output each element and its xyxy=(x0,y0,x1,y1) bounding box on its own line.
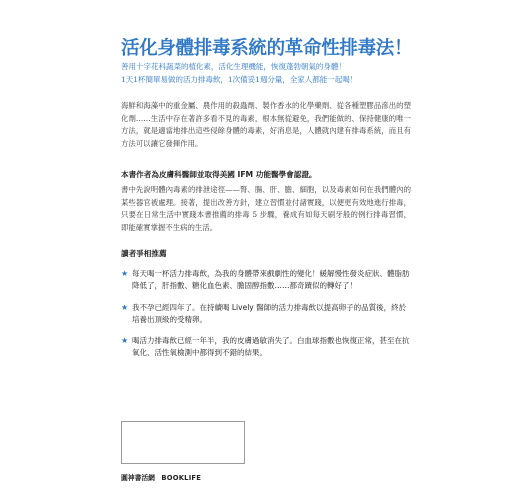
recommendation-text: 喝活力排毒飲已經一年半，我的皮膚過敏消失了。白血球指數也恢復正常，甚至在抗氧化、活性氧檢測中都得到不錯的結果。 xyxy=(132,336,410,358)
publisher-name: 圓神書活網 xyxy=(121,474,155,482)
recommendation-text: 我不孕已經四年了。在持續喝 Lively 醫師的活力排毒飲以提高卵子的品質後，終於培養出頂級的受精卵。 xyxy=(132,302,407,324)
lead-line: 1天1杯簡單易做的活力排毒飲，1次備妥1週分量，全家人都能一起喝！ xyxy=(121,75,358,84)
author-credential: 本書作者為皮膚科醫師並取得美國 IFM 功能醫學會認證。 xyxy=(121,170,317,179)
method-paragraph: 書中先說明體內毒素的排泄途徑——腎、腸、肝、膽、細胞，以及毒素如何在我們體內的某些器官被處理。接著，提出改善方針，建立習慣並付諸實踐，以便更有效地進行排毒，只要在日常生活中實踐本書推薦的排毒 5 步驟，養成有如每天刷牙般的例行排毒習慣，即能確實掌握不生病的生活。 xyxy=(121,185,411,232)
star-icon: ★ xyxy=(121,336,129,346)
lead-line: 善用十字花科蔬菜的植化素，活化生理機能，恢復蓬勃朝氣的身體！ xyxy=(121,62,346,71)
recommendation-item xyxy=(121,268,413,293)
lead-text xyxy=(121,60,411,86)
recommendations-heading: 讀者爭相推薦 xyxy=(121,249,167,258)
recommendation-text: 每天喝一杯活力排毒飲，為我的身體帶來戲劇性的變化！緩解慢性發炎症狀、體脂肪降低了，肝指數、糖化血色素、膽固醇指數……都奇蹟似的轉好了！ xyxy=(132,269,410,291)
recommendation-list xyxy=(121,268,413,369)
recommendation-item xyxy=(121,335,413,360)
star-icon: ★ xyxy=(121,269,129,278)
intro-paragraph: 海鮮和海藻中的重金屬、農作用的殺蟲劑、製作香水的化學藥劑、從各種塑膠品滲出的塑化劑……生活中存在著許多看不見的毒素，根本無從避免，我們能做的、保持健康的唯一方法，就是適當地排出這些侵餘身體的毒素，好消息是，人體就內建有排毒系統，而且有方法可以讓它發揮作用。 xyxy=(121,101,411,148)
page-title: 活化身體排毒系統的革命性排毒法！ xyxy=(121,38,413,59)
brand-logo: BOOKLIFE xyxy=(161,474,202,482)
publisher-footer xyxy=(121,472,201,482)
star-icon: ★ xyxy=(121,302,129,312)
recommendation-item xyxy=(121,302,413,327)
barcode-placeholder xyxy=(121,421,245,464)
